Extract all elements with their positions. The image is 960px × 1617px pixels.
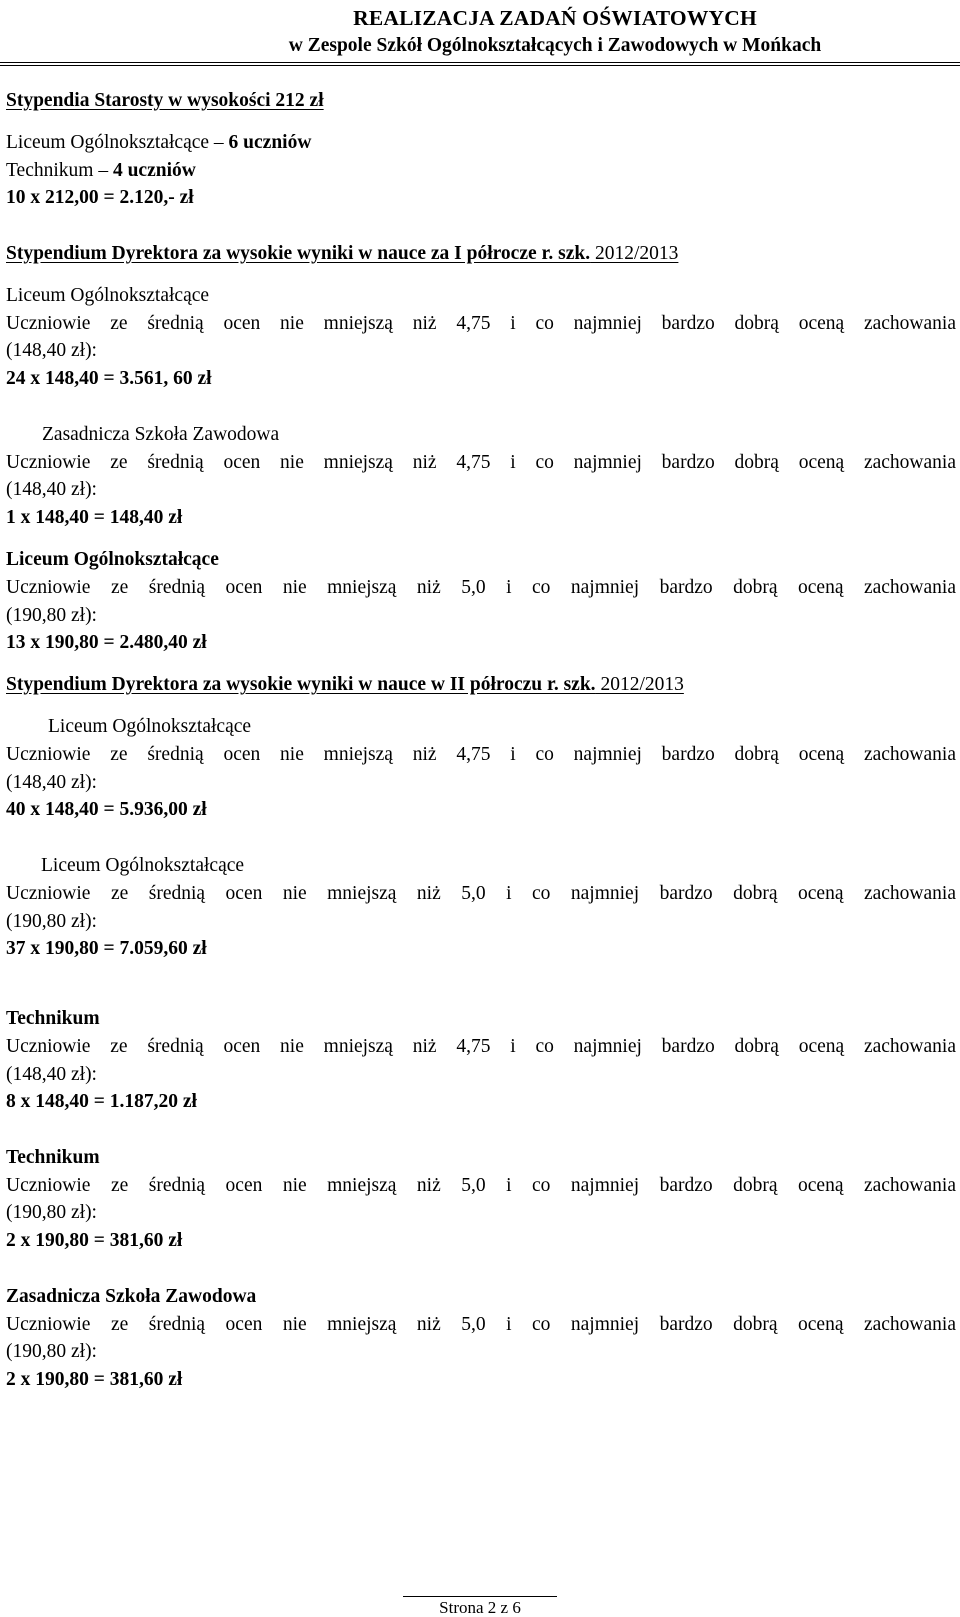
s1-block2-desc: Uczniowie ze średnią ocen nie mniejszą niż 4,75 i co najmniej bardzo dobrą oceną zachowania xyxy=(6,451,956,473)
starosta-lo-count: 6 uczniów xyxy=(228,131,312,153)
header-title: REALIZACJA ZADAŃ OŚWIATOWYCH xyxy=(353,6,757,30)
s2-block3-label: Technikum xyxy=(6,1007,100,1029)
s1-block1-total: 24 x 148,40 = 3.561, 60 zł xyxy=(6,368,212,390)
s2-block2-rate: (190,80 zł): xyxy=(6,910,97,932)
semester1-title-year: 2012/2013 xyxy=(590,242,679,264)
header-subtitle: w Zespole Szkół Ogólnokształcących i Zawodowych w Mońkach xyxy=(288,35,822,56)
s2-block5-total: 2 x 190,80 = 381,60 zł xyxy=(6,1369,183,1391)
starosta-lo-label: Liceum Ogólnokształcące – xyxy=(6,131,229,153)
footer-rule xyxy=(403,1596,557,1597)
header-rule-double xyxy=(0,65,960,66)
starosta-tech-count: 4 uczniów xyxy=(112,159,196,181)
document-body xyxy=(6,87,956,1394)
starosta-tech-line xyxy=(6,157,956,185)
s1-block2-label: Zasadnicza Szkoła Zawodowa xyxy=(42,423,280,445)
s1-block3-label: Liceum Ogólnokształcące xyxy=(6,548,219,570)
s1-block3-desc: Uczniowie ze średnią ocen nie mniejszą niż 5,0 i co najmniej bardzo dobrą oceną zachowania xyxy=(6,576,956,598)
s2-block3-rate: (148,40 zł): xyxy=(6,1063,97,1085)
s2-block4-total: 2 x 190,80 = 381,60 zł xyxy=(6,1230,183,1252)
s1-block3-total: 13 x 190,80 = 2.480,40 zł xyxy=(6,632,207,654)
starosta-tech-label: Technikum – xyxy=(6,159,113,181)
semester2-title-bold: Stypendium Dyrektora za wysokie wyniki w nauce w II półroczu r. szk. xyxy=(6,674,596,696)
s2-block2-label: Liceum Ogólnokształcące xyxy=(41,854,245,876)
s2-block2-desc: Uczniowie ze średnią ocen nie mniejszą niż 5,0 i co najmniej bardzo dobrą oceną zachowania xyxy=(6,882,956,904)
s1-block1-rate: (148,40 zł): xyxy=(6,340,97,362)
s1-block2-rate: (148,40 zł): xyxy=(6,479,97,501)
s1-block2-total: 1 x 148,40 = 148,40 zł xyxy=(6,507,183,529)
s2-block2-total: 37 x 190,80 = 7.059,60 zł xyxy=(6,938,207,960)
s2-block4-desc: Uczniowie ze średnią ocen nie mniejszą niż 5,0 i co najmniej bardzo dobrą oceną zachowania xyxy=(6,1174,956,1196)
s1-block1-desc: Uczniowie ze średnią ocen nie mniejszą niż 4,75 i co najmniej bardzo dobrą oceną zachowania xyxy=(6,312,956,334)
semester1-title xyxy=(6,240,956,268)
s1-block3-rate: (190,80 zł): xyxy=(6,604,97,626)
s2-block1-label: Liceum Ogólnokształcące xyxy=(48,715,252,737)
s2-block1-desc: Uczniowie ze średnią ocen nie mniejszą niż 4,75 i co najmniej bardzo dobrą oceną zachowania xyxy=(6,743,956,765)
page-number: Strona 2 z 6 xyxy=(439,1598,521,1617)
s2-block1-total: 40 x 148,40 = 5.936,00 zł xyxy=(6,799,207,821)
header-rule xyxy=(0,62,960,63)
semester1-title-bold: Stypendium Dyrektora za wysokie wyniki w nauce za I półrocze r. szk. xyxy=(6,242,591,264)
s2-block5-rate: (190,80 zł): xyxy=(6,1341,97,1363)
page-header xyxy=(150,4,960,60)
s2-block5-label: Zasadnicza Szkoła Zawodowa xyxy=(6,1285,257,1307)
starosta-lo-line xyxy=(6,129,956,157)
s2-block3-total: 8 x 148,40 = 1.187,20 zł xyxy=(6,1091,197,1113)
semester2-title-year: 2012/2013 xyxy=(595,674,684,696)
starosta-title: Stypendia Starosty w wysokości 212 zł xyxy=(6,90,324,111)
s2-block4-rate: (190,80 zł): xyxy=(6,1202,97,1224)
semester2-title xyxy=(6,671,956,699)
starosta-total: 10 x 212,00 = 2.120,- zł xyxy=(6,187,194,209)
s2-block4-label: Technikum xyxy=(6,1146,100,1168)
s2-block5-desc: Uczniowie ze średnią ocen nie mniejszą niż 5,0 i co najmniej bardzo dobrą oceną zachowania xyxy=(6,1313,956,1335)
s2-block1-rate: (148,40 zł): xyxy=(6,771,97,793)
s2-block3-desc: Uczniowie ze średnią ocen nie mniejszą niż 4,75 i co najmniej bardzo dobrą oceną zachowania xyxy=(6,1035,956,1057)
s1-block1-label: Liceum Ogólnokształcące xyxy=(6,284,210,306)
